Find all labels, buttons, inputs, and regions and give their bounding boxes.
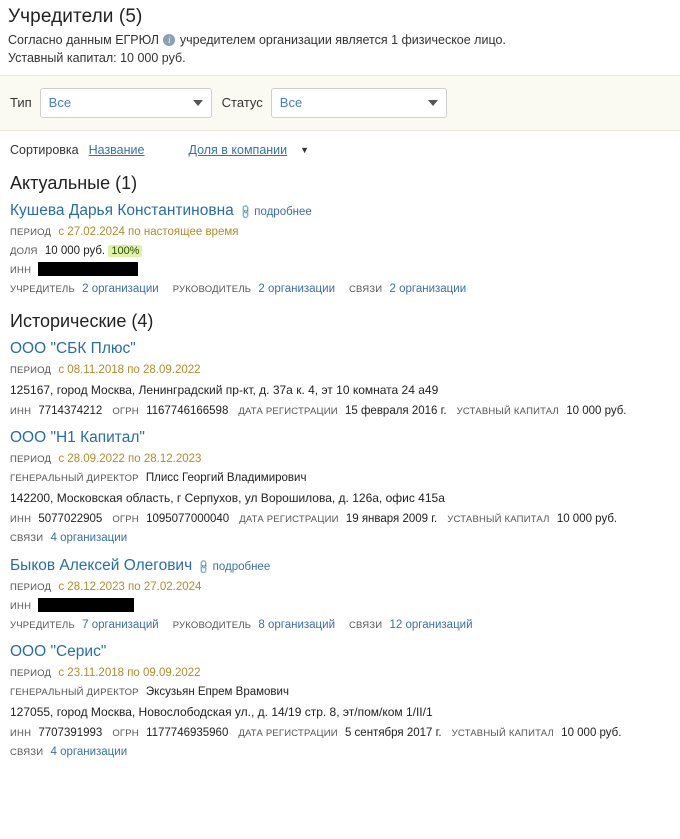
facts-row — [10, 401, 672, 422]
period-row — [10, 223, 672, 242]
director-label: ГЕНЕРАЛЬНЫЙ ДИРЕКТОР — [10, 687, 139, 699]
filter-label-type: Тип — [10, 95, 32, 111]
relation-links — [349, 280, 466, 300]
director-value: Плисс Георгий Владимирович — [145, 472, 307, 485]
relation-founder — [10, 616, 159, 636]
fact-capital — [457, 401, 627, 422]
egrul-note-after: учредителем организации является 1 физическое лицо. — [179, 33, 506, 47]
fact-ogrn-label: ОГРН — [112, 727, 139, 739]
link-icon: 🔗 — [237, 204, 255, 221]
sort-direction-icon[interactable]: ▼ — [300, 144, 310, 155]
relations-row — [10, 616, 672, 636]
relation-director-value[interactable]: 2 организации — [258, 282, 335, 295]
period-label: ПЕРИОД — [10, 454, 52, 466]
relations-row — [10, 529, 672, 549]
fact-ogrn — [112, 723, 228, 744]
filter-label-status: Статус — [221, 95, 263, 111]
period-value: с 08.11.2018 по 28.09.2022 — [58, 364, 201, 377]
relation-links-label: СВЯЗИ — [349, 283, 383, 295]
founder-name-link[interactable]: ООО "Серис" — [10, 643, 107, 661]
address-row: 142200, Московская область, г Серпухов, ул Ворошилова, д. 126а, офис 415а — [10, 491, 445, 506]
fact-ogrn-value: 1177746935960 — [146, 726, 229, 739]
type-select-value: Все — [48, 95, 72, 111]
fact-inn — [10, 509, 102, 530]
relation-director-label: РУКОВОДИТЕЛЬ — [172, 283, 252, 295]
address-row: 127055, город Москва, Новослободская ул., д. 14/19 стр. 8, эт/пом/ком 1/II/1 — [10, 705, 433, 720]
entry-header — [10, 643, 672, 661]
fact-capital-label: УСТАВНЫЙ КАПИТАЛ — [447, 513, 550, 525]
director-row — [10, 469, 672, 488]
entry-header — [10, 202, 672, 220]
page-title: Учредители (5) — [8, 6, 143, 27]
fact-regdate-label: ДАТА РЕГИСТРАЦИИ — [238, 727, 338, 739]
chevron-down-icon — [428, 100, 438, 106]
founder-name-link[interactable]: ООО "СБК Плюс" — [10, 340, 136, 358]
founder-name-link[interactable]: ООО "Н1 Капитал" — [10, 429, 145, 447]
share-row — [10, 242, 672, 261]
group-title-historical: Исторические (4) — [10, 311, 154, 332]
fact-ogrn-label: ОГРН — [112, 405, 139, 417]
founder-entry — [10, 643, 672, 765]
fact-capital-value: 10 000 руб. — [556, 512, 618, 525]
entry-header — [10, 557, 672, 575]
fact-ogrn-value: 1095077000040 — [146, 512, 230, 525]
details-link[interactable] — [196, 559, 271, 576]
filter-bar — [0, 75, 680, 131]
fact-ogrn-value: 1167746166598 — [146, 404, 229, 417]
director-label: ГЕНЕРАЛЬНЫЙ ДИРЕКТОР — [10, 473, 139, 485]
fact-inn-value: 7707391993 — [38, 726, 103, 739]
fact-ogrn — [112, 509, 229, 530]
details-label: подробнее — [254, 205, 312, 218]
director-value: Эксузьян Епрем Врамович — [145, 686, 289, 699]
relation-links-label: СВЯЗИ — [10, 747, 44, 759]
relation-founder — [10, 280, 159, 300]
filter-group-type — [10, 88, 212, 118]
period-row — [10, 361, 672, 380]
relation-links-label: СВЯЗИ — [349, 619, 383, 631]
fact-capital-label: УСТАВНЫЙ КАПИТАЛ — [451, 727, 554, 739]
relation-links-value[interactable]: 4 организации — [50, 746, 128, 759]
redacted-inn — [38, 262, 138, 276]
period-row — [10, 450, 672, 469]
facts-row — [10, 509, 672, 530]
founder-entry — [10, 340, 672, 423]
founder-entry — [10, 429, 672, 551]
relations-row — [10, 280, 672, 300]
fact-capital — [452, 723, 622, 744]
fact-ogrn-label: ОГРН — [112, 513, 139, 525]
fact-capital-label: УСТАВНЫЙ КАПИТАЛ — [456, 405, 559, 417]
inn-label: ИНН — [10, 600, 32, 612]
status-select-value: Все — [279, 95, 303, 111]
period-value: с 23.11.2018 по 09.09.2022 — [58, 667, 201, 680]
period-label: ПЕРИОД — [10, 365, 52, 377]
relation-director-label: РУКОВОДИТЕЛЬ — [172, 619, 252, 631]
fact-inn-value: 5077022905 — [38, 512, 103, 525]
founder-entry — [10, 557, 672, 637]
fact-regdate-label: ДАТА РЕГИСТРАЦИИ — [238, 405, 338, 417]
fact-inn — [10, 723, 102, 744]
period-label: ПЕРИОД — [10, 226, 52, 238]
period-value: с 28.09.2022 по 28.12.2023 — [58, 453, 202, 466]
fact-regdate-value: 19 января 2009 г. — [345, 512, 438, 525]
fact-inn-value: 7714374212 — [38, 404, 103, 417]
info-icon[interactable]: i — [163, 34, 175, 46]
redacted-inn — [38, 598, 134, 612]
relation-links — [349, 616, 473, 636]
relation-links-label: СВЯЗИ — [10, 533, 44, 545]
relation-director — [173, 280, 335, 300]
founder-entry — [10, 202, 672, 301]
relation-links-value[interactable]: 12 организаций — [389, 618, 473, 631]
fact-regdate-label: ДАТА РЕГИСТРАЦИИ — [239, 513, 339, 525]
relation-links — [10, 529, 127, 549]
relation-founder-value[interactable]: 2 организации — [82, 282, 159, 295]
egrul-note-before: Согласно данным ЕГРЮЛ — [8, 33, 159, 47]
group-title-current: Актуальные (1) — [10, 172, 138, 193]
entry-header — [10, 429, 672, 447]
relation-director — [173, 616, 335, 636]
fact-regdate — [239, 509, 437, 530]
fact-regdate — [238, 401, 446, 422]
fact-regdate-value: 15 февраля 2016 г. — [344, 404, 447, 417]
share-value: 10 000 руб. — [44, 244, 106, 257]
fact-regdate — [238, 723, 441, 744]
inn-row — [10, 261, 672, 280]
fact-inn-label: ИНН — [10, 405, 32, 417]
relation-founder-value[interactable]: 7 организаций — [82, 618, 159, 631]
filter-group-status — [222, 88, 447, 118]
status-select[interactable] — [271, 88, 447, 118]
sort-by-share[interactable]: Доля в компании — [188, 142, 288, 157]
fact-capital-value: 10 000 руб. — [561, 726, 622, 739]
entry-header — [10, 340, 672, 358]
facts-row — [10, 723, 672, 744]
address-row: 125167, город Москва, Ленинградский пр-кт, д. 37а к. 4, эт 10 комната 24 а49 — [10, 383, 439, 398]
director-row — [10, 683, 672, 702]
relation-director-value[interactable]: 8 организаций — [258, 618, 335, 631]
details-link[interactable] — [237, 204, 312, 221]
fact-ogrn — [112, 401, 228, 422]
fact-capital — [447, 509, 617, 530]
fact-inn-label: ИНН — [10, 727, 32, 739]
relation-links-value[interactable]: 2 организации — [389, 282, 467, 295]
type-select[interactable] — [40, 88, 212, 118]
share-percent-badge: 100% — [108, 245, 142, 257]
chevron-down-icon — [193, 100, 203, 106]
capital-note: Уставный капитал: 10 000 руб. — [8, 50, 186, 65]
period-row — [10, 664, 672, 683]
egrul-note — [8, 32, 672, 49]
share-label: ДОЛЯ — [10, 245, 38, 257]
fact-inn — [10, 401, 102, 422]
details-label: подробнее — [212, 560, 271, 573]
link-icon: 🔗 — [196, 559, 213, 576]
relations-row — [10, 743, 672, 763]
period-value: с 28.12.2023 по 27.02.2024 — [58, 580, 202, 593]
sort-by-name[interactable]: Название — [88, 142, 145, 157]
fact-regdate-value: 5 сентября 2017 г. — [344, 726, 442, 739]
relation-founder-label: УЧРЕДИТЕЛЬ — [10, 283, 75, 295]
founder-name-link[interactable]: Кушева Дарья Константиновна — [10, 201, 234, 219]
founders-page — [0, 6, 680, 765]
fact-inn-label: ИНН — [10, 513, 32, 525]
inn-label: ИНН — [10, 264, 32, 276]
sort-row — [8, 131, 672, 163]
period-value: с 27.02.2024 по настоящее время — [58, 225, 239, 238]
period-label: ПЕРИОД — [10, 581, 52, 593]
period-label: ПЕРИОД — [10, 668, 52, 680]
relation-founder-label: УЧРЕДИТЕЛЬ — [10, 619, 75, 631]
founder-name-link[interactable]: Быков Алексей Олегович — [10, 556, 193, 574]
fact-capital-value: 10 000 руб. — [566, 404, 627, 417]
relation-links — [10, 743, 127, 763]
relation-links-value[interactable]: 4 организации — [50, 532, 128, 545]
period-row — [10, 578, 672, 597]
inn-row — [10, 597, 672, 616]
sort-label: Сортировка — [10, 142, 79, 157]
